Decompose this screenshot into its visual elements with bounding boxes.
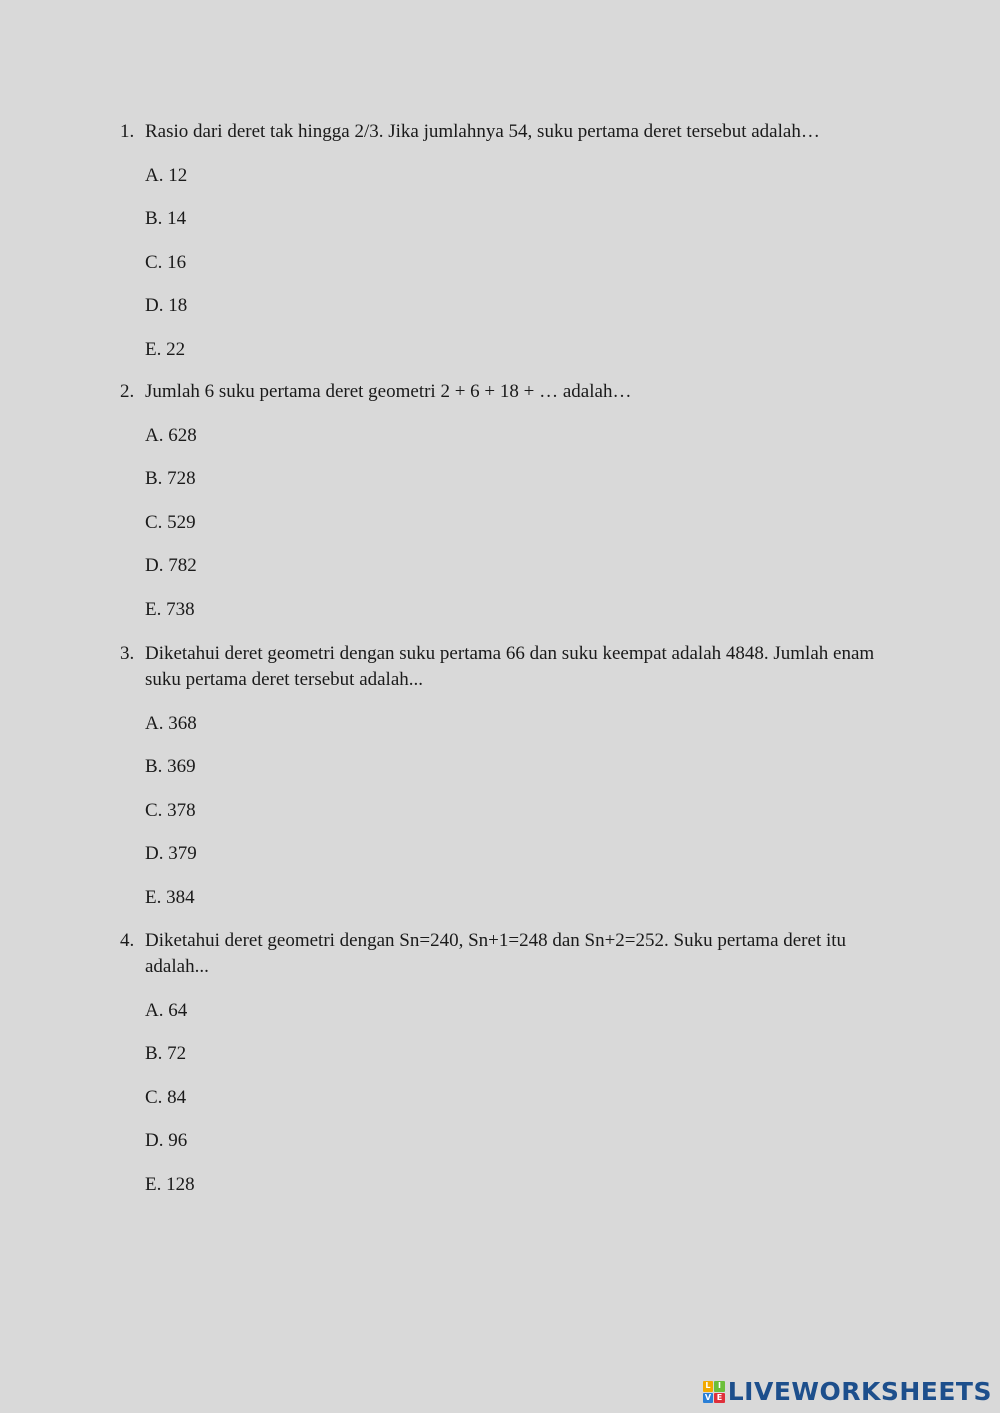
option-d: D. 18 (145, 295, 188, 316)
question-prompt (120, 928, 880, 980)
logo-letter: L (703, 1381, 714, 1392)
question-text: Diketahui deret geometri dengan suku pertama 66 dan suku keempat adalah 4848. Jumlah enam suku pertama deret tersebut adalah... (145, 643, 875, 690)
question-4 (120, 928, 880, 1198)
answer-options (120, 163, 880, 363)
option-c: C. 529 (145, 511, 196, 533)
option-c: C. 84 (145, 1086, 187, 1108)
question-text: Diketahui deret geometri dengan Sn=240, Sn+1=248 dan Sn+2=252. Suku pertama deret itu adalah... (145, 930, 847, 977)
answer-options (120, 711, 880, 911)
option-b: B. 72 (145, 1043, 187, 1064)
question-number: 4. (120, 930, 135, 951)
question-prompt (120, 641, 880, 693)
liveworksheets-logo (703, 1377, 992, 1407)
question-text: Jumlah 6 suku pertama deret geometri 2 + 6 + 18 + … adalah… (145, 381, 632, 402)
option-c: C. 378 (145, 799, 196, 821)
option-b: B. 14 (145, 208, 187, 229)
logo-letter: V (703, 1393, 714, 1404)
option-e: E. 128 (145, 1173, 195, 1195)
option-e: E. 738 (145, 598, 195, 620)
logo-letter: E (714, 1393, 725, 1404)
option-a: A. 628 (145, 424, 197, 446)
answer-options (120, 998, 880, 1198)
question-number: 3. (120, 643, 135, 664)
option-a: A. 368 (145, 712, 197, 734)
question-1 (120, 119, 880, 363)
question-3 (120, 641, 880, 911)
option-b: B. 369 (145, 756, 196, 777)
question-prompt (120, 379, 880, 405)
option-d: D. 96 (145, 1130, 188, 1151)
option-a: A. 64 (145, 999, 188, 1021)
brand-text: LIVEWORKSHEETS (727, 1377, 992, 1406)
question-text: Rasio dari deret tak hingga 2/3. Jika jumlahnya 54, suku pertama deret tersebut adalah… (145, 121, 820, 142)
brand-logo-icon (703, 1381, 725, 1403)
option-e: E. 22 (145, 338, 186, 360)
option-d: D. 782 (145, 555, 197, 576)
answer-options (120, 423, 880, 623)
question-2 (120, 379, 880, 623)
option-a: A. 12 (145, 164, 188, 186)
question-prompt (120, 119, 880, 145)
question-number: 2. (120, 381, 135, 402)
option-c: C. 16 (145, 251, 187, 273)
option-b: B. 728 (145, 468, 196, 489)
option-d: D. 379 (145, 843, 197, 864)
logo-letter: I (714, 1381, 725, 1392)
question-number: 1. (120, 121, 135, 142)
option-e: E. 384 (145, 886, 195, 908)
